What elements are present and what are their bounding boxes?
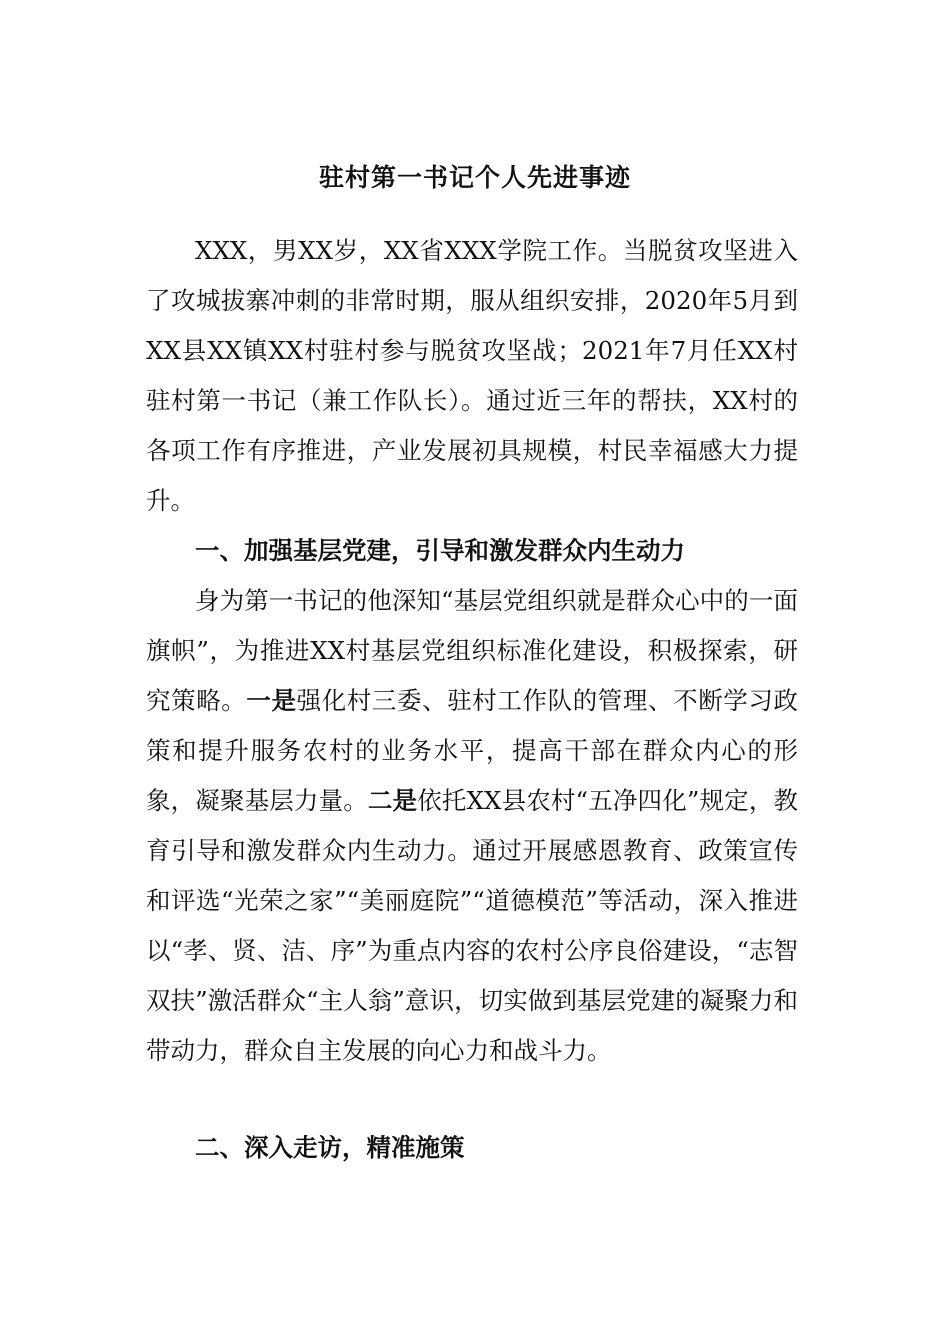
paragraph-intro: XXX，男XX岁，XX省XXX学院工作。当脱贫攻坚进入了攻城拔寨冲刺的非常时期，服从组织安排，2020年5月到XX县XX镇XX村驻村参与脱贫攻坚战；2021年7月任XX村驻村第一书记（兼工作队长）。通过近三年的帮扶，XX村的各项工作有序推进，产业发展初具规模，村民幸福感大力提升。 (146, 236, 798, 515)
section-heading-1: 一、加强基层党建，引导和激发群众内生动力 (195, 536, 685, 565)
section-heading-2: 二、深入走访，精准施策 (195, 1133, 465, 1162)
paragraph-text: 强化村三委、驻村工作队的管理、不断学习政策和提升服务农村的业务水平，提高干部在群众内心的形象，凝聚基层力量。 (146, 686, 799, 815)
emphasis-first: 一是 (246, 686, 297, 715)
paragraph-text: 依托XX县农村“五净四化”规定，教育引导和激发群众内生动力。通过开展感恩教育、政策宣传和评选“光荣之家”“美丽庭院”“道德模范”等活动，深入推进以“孝、贤、洁、序”为重点内容的农村公序良俗建设，“志智双扶”激活群众“主人翁”意识，切实做到基层党建的凝聚力和带动力，群众自主发展的向心力和战斗力。 (146, 786, 798, 1065)
emphasis-second: 二是 (367, 786, 418, 815)
document-title: 驻村第一书记个人先进事迹 (318, 163, 631, 192)
paragraph-text: 身为第一书记的他深知“基层党组织就是群众心中的一面旗帜”，为推进XX村基层党组织标准化建设，积极探索，研究策略。 (146, 586, 798, 715)
paragraph-party-building (146, 576, 798, 1076)
